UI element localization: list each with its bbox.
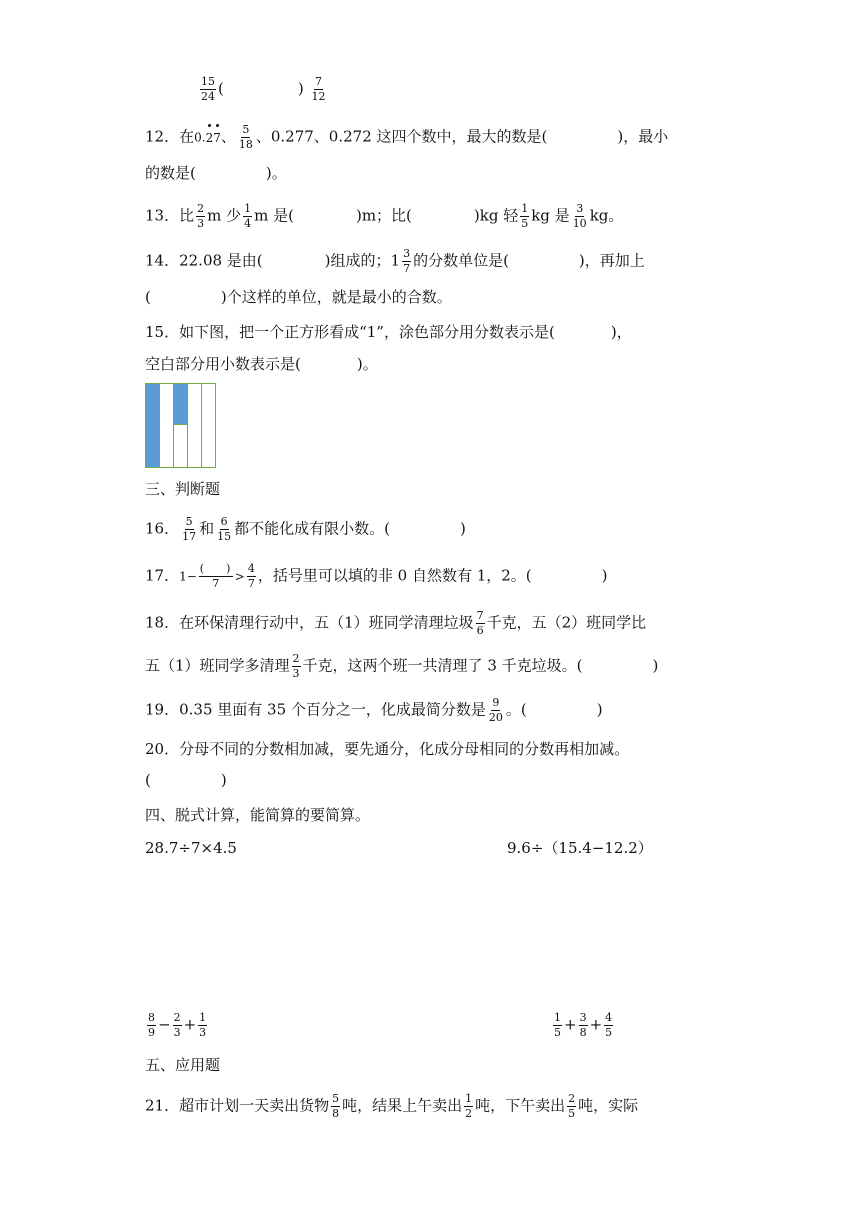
fraction: $\frac{4}{5}$ [605, 1011, 613, 1039]
calc-expression-2: 9.6÷（15.4−12.2） [507, 839, 653, 857]
question-15-line2: 空白部分用小数表示是( )。 [145, 355, 378, 373]
question-19: 19．0.35 里面有 35 个百分之一，化成最简分数是 $\frac{9}{20}$ 。( ) [145, 696, 603, 724]
question-16: 16． $\frac{5}{17}$ 和 $\frac{6}{15}$ 都不能化成有限小数。( ) [145, 515, 466, 543]
shaded-column [146, 384, 160, 468]
fraction: $\frac{1}{5}$ [521, 202, 529, 230]
fraction: $\frac{1}{3}$ [199, 1011, 207, 1039]
calc-expression-3: $\frac{8}{9}$ − $\frac{2}{3}$ + $\frac{1}{3}$ [148, 1011, 207, 1039]
fraction: $\frac{3}{8}$ [579, 1011, 587, 1039]
fraction: $\frac{4}{7}$ [247, 562, 255, 590]
fraction: $\frac{6}{15}$ [217, 515, 232, 543]
calc-expression-1: 28.7÷7×4.5 [145, 839, 237, 857]
fraction: $\frac{1}{5}$ [554, 1011, 561, 1039]
fraction: $\frac{8}{9}$ [148, 1011, 155, 1039]
section-heading: 五、应用题 [145, 1056, 221, 1074]
question-12-line2: 的数是( )。 [145, 164, 287, 182]
question-12: 12．在0.27、 $\frac{5}{18}$ 、0.277、0.272 这四个数中，最大的数是( )，最小 [145, 123, 669, 151]
fraction: $\frac{9}{20}$ [488, 696, 503, 724]
fraction: $\frac{1}{4}$ [244, 202, 252, 230]
fraction: $\frac{7}{12}$ [311, 75, 326, 103]
q11-comparison: $\frac{15}{24}$ ( ) $\frac{7}{12}$ [201, 75, 326, 103]
fraction: $\frac{5}{18}$ [238, 123, 253, 151]
fraction: $\frac{5}{8}$ [332, 1092, 340, 1120]
fraction: $\frac{3}{10}$ [572, 202, 587, 230]
fraction: $\frac{5}{17}$ [182, 515, 197, 543]
recurring-digit: 2 [206, 128, 214, 148]
question-14-line2: ( )个这样的单位，就是最小的合数。 [145, 288, 452, 306]
question-13: 13．比 $\frac{2}{3}$ m 少 $\frac{1}{4}$ m 是( )m；比( )kg 轻 $\frac{1}{5}$ kg 是 $\frac{3}{10}$ kg。 [145, 202, 624, 230]
fraction: $\frac{1}{2}$ [465, 1092, 473, 1120]
fraction: $\frac{2}{5}$ [568, 1092, 576, 1120]
square-figure [145, 383, 217, 469]
calc-expression-4: $\frac{1}{5}$ + $\frac{3}{8}$ + $\frac{4}{5}$ [554, 1011, 613, 1039]
question-18-line2: 五（1）班同学多清理 $\frac{2}{3}$ 千克，这两个班一共清理了 3 千克垃圾。( ) [145, 652, 659, 680]
fraction: $\frac{2}{3}$ [197, 202, 205, 230]
fraction: $\frac{2}{3}$ [292, 652, 300, 680]
section-heading: 四、脱式计算，能简算的要简算。 [145, 806, 371, 824]
question-14: 14．22.08 是由( )组成的；1 $\frac{3}{7}$ 的分数单位是( )，再加上 [145, 247, 645, 275]
fraction: $\frac{15}{24}$ [201, 75, 215, 103]
question-21: 21．超市计划一天卖出货物 $\frac{5}{8}$ 吨，结果上午卖出 $\frac{1}{2}$ 吨，下午卖出 $\frac{2}{5}$ 吨，实际 [145, 1092, 639, 1120]
question-18: 18．在环保清理行动中，五（1）班同学清理垃圾 $\frac{7}{6}$ 千克，五（2）班同学比 [145, 609, 647, 637]
fraction: $\frac{2}{3}$ [173, 1011, 181, 1039]
question-17: 17．1− $\frac{( )}{7}$ > $\frac{4}{7}$ ，括号里可以填的非 0 自然数有 1，2。( ) [145, 562, 608, 590]
recurring-digit: 7 [213, 128, 221, 148]
shaded-part [174, 384, 188, 425]
fraction: $\frac{7}{6}$ [476, 609, 484, 637]
question-20-line2: ( ) [145, 771, 227, 789]
question-15: 15．如下图，把一个正方形看成“1”，涂色部分用分数表示是( )， [145, 323, 632, 341]
section-heading: 三、判断题 [145, 480, 221, 498]
fraction-with-blank: $\frac{( )}{7}$ [199, 563, 233, 590]
fraction: $\frac{3}{7}$ [403, 247, 411, 275]
question-20: 20．分母不同的分数相加减，要先通分，化成分母相同的分数再相加减。 [145, 740, 630, 758]
